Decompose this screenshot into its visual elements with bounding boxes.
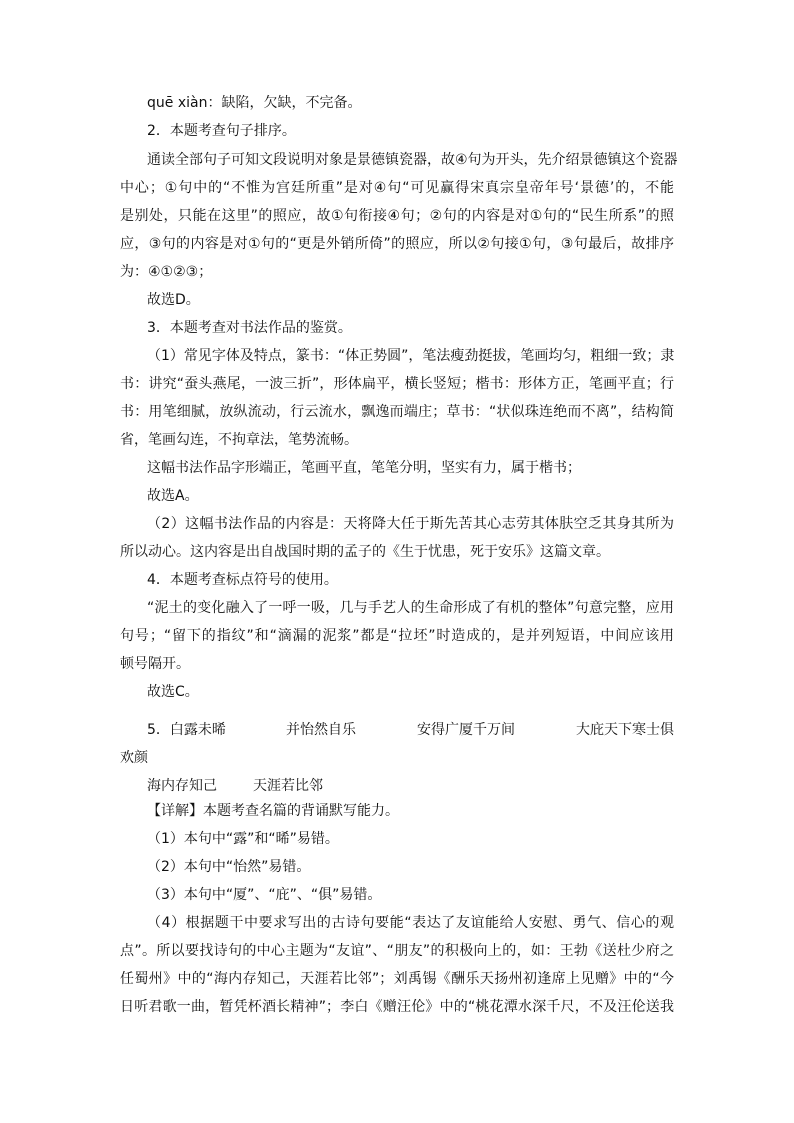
q5-answer-3: 安得广厦千万间 bbox=[417, 722, 515, 738]
answer-line: 故选D。 bbox=[147, 292, 200, 308]
paragraph-line: （2）本句中“怡然”易错。 bbox=[147, 859, 311, 875]
q5-answer-1: 5．白露未晞 bbox=[147, 722, 226, 738]
paragraph-line: 顿号隔开。 bbox=[120, 656, 190, 672]
detail-heading: 【详解】本题考查名篇的背诵默写能力。 bbox=[147, 803, 399, 819]
paragraph-line: 句号；“留下的指纹”和“滴漏的泥浆”都是“拉坯”时造成的，是并列短语，中间应该用 bbox=[120, 628, 674, 644]
paragraph-line: （2）这幅书法作品的内容是：天将降大任于斯先苦其心志劳其体肤空乏其身其所为 bbox=[147, 516, 674, 532]
q5-answer-continuation: 欢颜 bbox=[120, 750, 148, 766]
pinyin-line: quē xiàn：缺陷，欠缺，不完备。 bbox=[147, 95, 362, 111]
paragraph-line: （3）本句中“厦”、“庇”、“俱”易错。 bbox=[147, 887, 382, 903]
paragraph-line: （4）根据题干中要求写出的古诗句要能“表达了友谊能给人安慰、勇气、信心的观 bbox=[147, 915, 674, 931]
paragraph-line: 是别处，只能在这里”的照应，故①句衔接④句；②句的内容是对①句的“民生所系”的照 bbox=[120, 208, 674, 224]
paragraph-line: 省，笔画勾连，不拘章法，笔势流畅。 bbox=[120, 432, 358, 448]
paragraph-line: 应，③句的内容是对①句的“更是外销所倚”的照应，所以②句接①句，③句最后，故排序 bbox=[120, 236, 674, 252]
paragraph-line: 通读全部句子可知文段说明对象是景德镇瓷器，故④句为开头，先介绍景德镇这个瓷器 bbox=[147, 152, 678, 168]
q5-answer-4: 大庇天下寒士俱 bbox=[576, 722, 674, 738]
answer-line: 故选C。 bbox=[147, 684, 199, 700]
paragraph-line: 书：用笔细腻，放纵流动，行云流水，飘逸而端庄；草书：“状似珠连绝而不离”，结构简 bbox=[120, 404, 674, 420]
paragraph-line: （1）常见字体及特点，篆书：“体正势圆”，笔法瘦劲挺拔，笔画均匀，粗细一致；隶 bbox=[147, 348, 675, 364]
paragraph-line: 点”。所以要找诗句的中心主题为“友谊”、“朋友”的积极向上的，如：王勃《送杜少府之 bbox=[120, 943, 674, 959]
q4-heading: 4．本题考查标点符号的使用。 bbox=[147, 572, 338, 588]
paragraph-line: 这幅书法作品字形端正，笔画平直，笔笔分明，坚实有力，属于楷书； bbox=[147, 460, 581, 476]
paragraph-line: 任蜀州》中的“海内存知己，天涯若比邻”；刘禹锡《酬乐天扬州初逢席上见赠》中的“今 bbox=[120, 971, 674, 987]
q2-heading: 2．本题考查句子排序。 bbox=[147, 123, 296, 139]
paragraph-line: 所以动心。这内容是出自战国时期的孟子的《生于忧患，死于安乐》这篇文章。 bbox=[120, 544, 610, 560]
q5-answer-6: 天涯若比邻 bbox=[253, 778, 323, 794]
paragraph-line: “泥土的变化融入了一呼一吸，几与手艺人的生命形成了有机的整体”句意完整，应用 bbox=[147, 600, 674, 616]
answer-line: 故选A。 bbox=[147, 488, 199, 504]
paragraph-line: 日听君歌一曲，暂凭杯酒长精神”；李白《赠汪伦》中的“桃花潭水深千尺，不及汪伦送我 bbox=[120, 999, 674, 1015]
paragraph-line: 书：讲究“蚕头燕尾，一波三折”，形体扁平，横长竖短；楷书：形体方正，笔画平直；行 bbox=[120, 376, 674, 392]
paragraph-line: 中心；①句中的“不惟为宫廷所重”是对④句“可见赢得宋真宗皇帝年号‘景德’的，不能 bbox=[120, 180, 674, 196]
q3-heading: 3．本题考查对书法作品的鉴赏。 bbox=[147, 320, 352, 336]
q5-answer-2: 并怡然自乐 bbox=[286, 722, 356, 738]
q5-answer-5: 海内存知己 bbox=[147, 778, 217, 794]
paragraph-line: 为：④①②③； bbox=[120, 264, 213, 280]
paragraph-line: （1）本句中“露”和“晞”易错。 bbox=[147, 831, 339, 847]
